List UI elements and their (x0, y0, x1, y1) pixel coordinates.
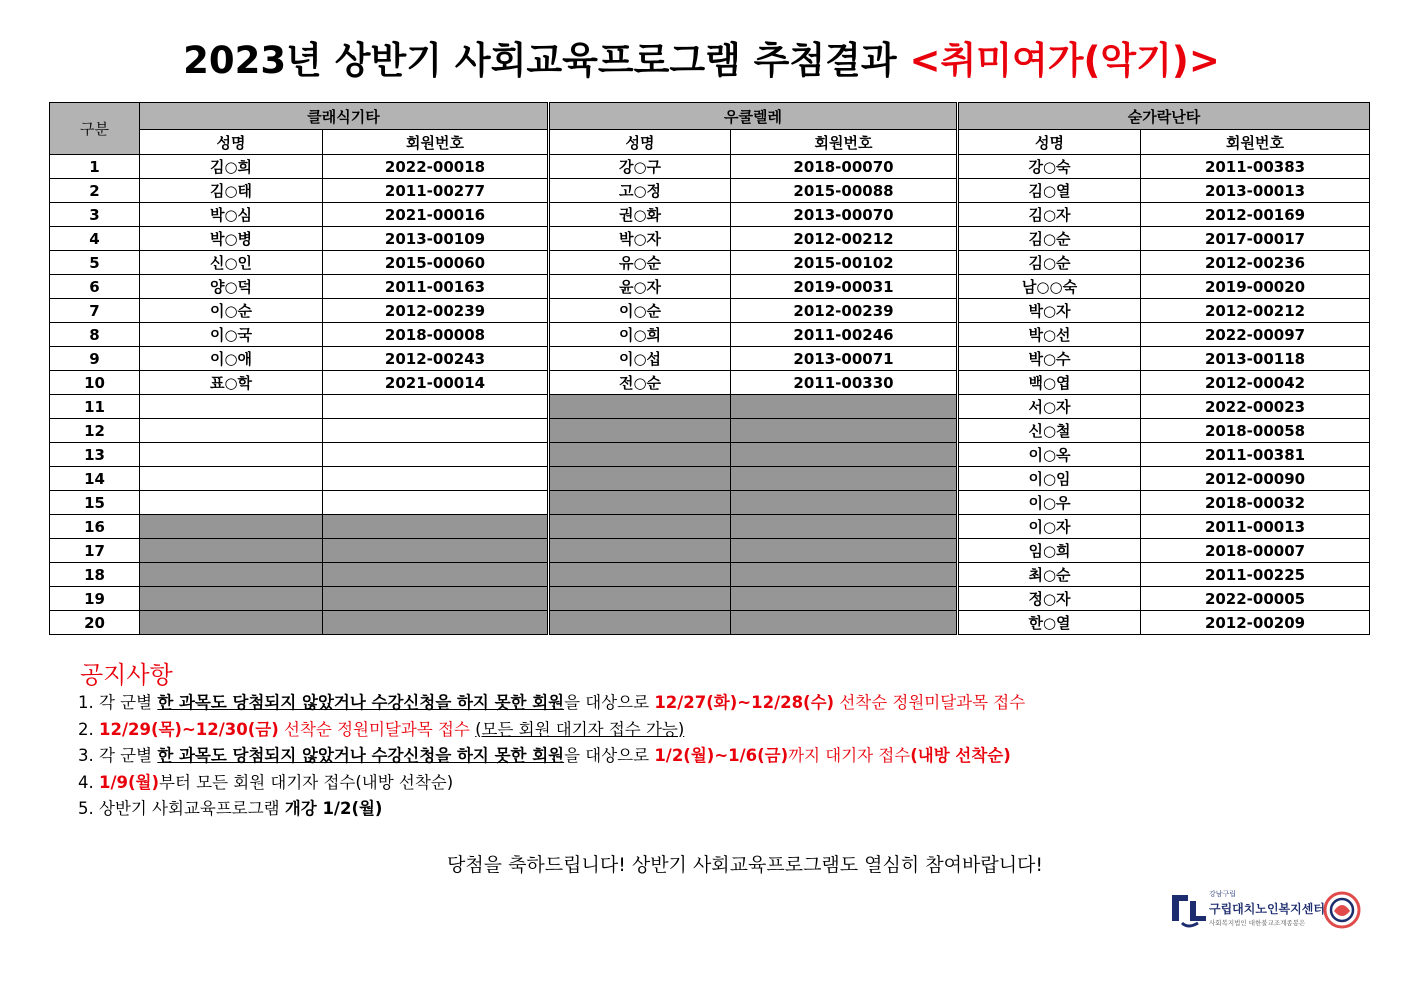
member-name-cell: 이○임 (958, 467, 1141, 491)
member-number-cell: 2018-00007 (1141, 539, 1370, 563)
member-name-cell: 이○순 (140, 299, 323, 323)
table-row (50, 155, 1370, 179)
row-number: 20 (50, 611, 140, 635)
member-number-cell: 2019-00031 (731, 275, 958, 299)
empty-slot-cell (323, 515, 549, 539)
member-number-cell: 2012-00212 (731, 227, 958, 251)
notice-item (78, 743, 1025, 770)
member-number-cell: 2015-00102 (731, 251, 958, 275)
group-header-spoon-nanta: 숟가락난타 (958, 103, 1370, 130)
empty-slot-cell (549, 395, 731, 419)
notice-text: 부터 모든 회원 대기자 접수(내방 선착순) (159, 772, 454, 792)
notice-number: 4. (78, 772, 94, 792)
member-number-cell: 2019-00020 (1141, 275, 1370, 299)
notice-number: 3. (78, 746, 94, 765)
row-number: 2 (50, 179, 140, 203)
member-number-cell (323, 491, 549, 515)
member-number-cell: 2013-00070 (731, 203, 958, 227)
table-row (50, 227, 1370, 251)
group-header-row (50, 103, 1370, 130)
table-row (50, 419, 1370, 443)
empty-slot-cell (549, 563, 731, 587)
member-number-cell: 2017-00017 (1141, 227, 1370, 251)
row-number: 6 (50, 275, 140, 299)
member-name-cell: 권○화 (549, 203, 731, 227)
row-number: 13 (50, 443, 140, 467)
member-name-cell (140, 467, 323, 491)
member-number-cell: 2013-00109 (323, 227, 549, 251)
member-name-cell: 표○학 (140, 371, 323, 395)
member-name-cell: 이○옥 (958, 443, 1141, 467)
empty-slot-cell (549, 419, 731, 443)
table-row (50, 179, 1370, 203)
member-name-cell: 전○순 (549, 371, 731, 395)
member-name-cell: 한○열 (958, 611, 1141, 635)
group-header-ukulele: 우쿨렐레 (549, 103, 958, 130)
member-number-cell: 2012-00042 (1141, 371, 1370, 395)
member-name-cell: 이○희 (549, 323, 731, 347)
empty-slot-cell (731, 443, 958, 467)
member-name-cell: 김○자 (958, 203, 1141, 227)
table-row (50, 587, 1370, 611)
member-name-cell (140, 443, 323, 467)
row-number: 14 (50, 467, 140, 491)
notice-text: (모든 회원 대기자 접수 가능) (475, 719, 685, 739)
member-number-cell: 2018-00058 (1141, 419, 1370, 443)
member-number-cell: 2021-00014 (323, 371, 549, 395)
notice-text: 선착순 정원미달과목 접수 (834, 693, 1026, 712)
row-number: 19 (50, 587, 140, 611)
title-main: 2023년 상반기 사회교육프로그램 추첨결과 (183, 39, 897, 82)
row-number: 9 (50, 347, 140, 371)
notice-text: 1/9(월) (99, 772, 160, 792)
row-number: 16 (50, 515, 140, 539)
member-name-cell: 유○순 (549, 251, 731, 275)
empty-slot-cell (140, 611, 323, 635)
col-header-member: 회원번호 (731, 130, 958, 155)
member-name-cell: 이○순 (549, 299, 731, 323)
empty-slot-cell (549, 611, 731, 635)
empty-slot-cell (323, 539, 549, 563)
notice-item (78, 770, 1025, 797)
row-number: 10 (50, 371, 140, 395)
member-name-cell: 남○○숙 (958, 275, 1141, 299)
row-number: 15 (50, 491, 140, 515)
notice-text: (내방 선착순) (910, 746, 1011, 765)
row-number: 12 (50, 419, 140, 443)
table-row (50, 443, 1370, 467)
member-number-cell: 2022-00018 (323, 155, 549, 179)
row-number: 18 (50, 563, 140, 587)
row-number: 17 (50, 539, 140, 563)
member-number-cell: 2022-00005 (1141, 587, 1370, 611)
member-number-cell: 2011-00013 (1141, 515, 1370, 539)
row-number: 5 (50, 251, 140, 275)
member-name-cell: 김○희 (140, 155, 323, 179)
table-row (50, 563, 1370, 587)
results-body (50, 155, 1370, 635)
notice-item (78, 796, 1025, 823)
notice-text: 1/2(월)~1/6(금) (654, 746, 789, 765)
gubun-header: 구분 (50, 103, 140, 155)
member-number-cell: 2018-00032 (1141, 491, 1370, 515)
empty-slot-cell (140, 563, 323, 587)
row-number: 1 (50, 155, 140, 179)
notice-item (78, 717, 1025, 744)
member-number-cell: 2011-00383 (1141, 155, 1370, 179)
member-number-cell: 2011-00277 (323, 179, 549, 203)
notice-text: 각 군별 (99, 693, 158, 712)
empty-slot-cell (549, 443, 731, 467)
member-name-cell: 신○철 (958, 419, 1141, 443)
empty-slot-cell (731, 563, 958, 587)
member-name-cell: 박○수 (958, 347, 1141, 371)
table-row (50, 251, 1370, 275)
table-row (50, 323, 1370, 347)
table-row (50, 467, 1370, 491)
member-name-cell: 임○희 (958, 539, 1141, 563)
empty-slot-cell (549, 515, 731, 539)
member-name-cell: 이○자 (958, 515, 1141, 539)
table-row (50, 515, 1370, 539)
member-number-cell: 2012-00239 (731, 299, 958, 323)
table-row (50, 275, 1370, 299)
empty-slot-cell (549, 539, 731, 563)
table-row (50, 611, 1370, 635)
temple-emblem-icon (1320, 891, 1364, 929)
empty-slot-cell (140, 587, 323, 611)
member-number-cell: 2013-00013 (1141, 179, 1370, 203)
empty-slot-cell (731, 539, 958, 563)
center-logo-district: 강남구립 (1209, 890, 1237, 898)
member-name-cell: 양○덕 (140, 275, 323, 299)
member-number-cell: 2012-00239 (323, 299, 549, 323)
member-name-cell: 이○애 (140, 347, 323, 371)
notice-text: 을 대상으로 (564, 693, 655, 712)
table-row (50, 371, 1370, 395)
member-number-cell: 2011-00163 (323, 275, 549, 299)
member-name-cell: 김○순 (958, 227, 1141, 251)
empty-slot-cell (140, 539, 323, 563)
empty-slot-cell (323, 587, 549, 611)
member-name-cell (140, 419, 323, 443)
member-name-cell: 김○순 (958, 251, 1141, 275)
member-number-cell: 2021-00016 (323, 203, 549, 227)
notice-text: 각 군별 (99, 746, 158, 765)
row-number: 3 (50, 203, 140, 227)
empty-slot-cell (323, 611, 549, 635)
table-row (50, 299, 1370, 323)
member-number-cell (323, 467, 549, 491)
member-number-cell: 2013-00118 (1141, 347, 1370, 371)
member-name-cell (140, 395, 323, 419)
notice-text: 까지 대기자 접수 (788, 746, 911, 765)
center-logo (1168, 887, 1368, 933)
empty-slot-cell (323, 563, 549, 587)
member-name-cell: 박○자 (549, 227, 731, 251)
notice-text: 한 과목도 당첨되지 않았거나 수강신청을 하지 못한 회원 (157, 746, 565, 765)
table-row (50, 491, 1370, 515)
notice-text: 12/29(목)~12/30(금) (99, 719, 279, 739)
center-logo-name: 구립대치노인복지센터 (1209, 902, 1325, 916)
member-name-cell: 박○선 (958, 323, 1141, 347)
member-number-cell: 2018-00070 (731, 155, 958, 179)
member-number-cell: 2018-00008 (323, 323, 549, 347)
empty-slot-cell (731, 587, 958, 611)
closing-message: 당첨을 축하드립니다! 상반기 사회교육프로그램도 열심히 참여바랍니다! (446, 854, 1044, 876)
notice-text: 선착순 정원미달과목 접수 (278, 719, 476, 739)
member-name-cell: 백○엽 (958, 371, 1141, 395)
table-row (50, 203, 1370, 227)
empty-slot-cell (731, 611, 958, 635)
col-header-name: 성명 (140, 130, 323, 155)
results-table (49, 102, 1370, 635)
empty-slot-cell (549, 587, 731, 611)
member-number-cell: 2013-00071 (731, 347, 958, 371)
member-name-cell: 김○열 (958, 179, 1141, 203)
member-name-cell: 이○국 (140, 323, 323, 347)
empty-slot-cell (140, 515, 323, 539)
member-number-cell (323, 443, 549, 467)
notice-number: 2. (78, 719, 94, 739)
member-name-cell: 서○자 (958, 395, 1141, 419)
row-number: 11 (50, 395, 140, 419)
notice-item (78, 690, 1025, 717)
notice-text: 개강 1/2(월) (284, 799, 383, 818)
member-number-cell: 2011-00330 (731, 371, 958, 395)
empty-slot-cell (731, 491, 958, 515)
member-name-cell: 김○태 (140, 179, 323, 203)
member-number-cell: 2012-00209 (1141, 611, 1370, 635)
col-header-name: 성명 (958, 130, 1141, 155)
notice-number: 1. (78, 693, 94, 712)
member-number-cell: 2011-00225 (1141, 563, 1370, 587)
empty-slot-cell (549, 491, 731, 515)
member-number-cell: 2011-00246 (731, 323, 958, 347)
member-number-cell: 2015-00060 (323, 251, 549, 275)
member-name-cell: 신○인 (140, 251, 323, 275)
member-number-cell: 2022-00023 (1141, 395, 1370, 419)
member-name-cell: 이○우 (958, 491, 1141, 515)
title-category: <취미여가(악기)> (909, 39, 1220, 82)
member-name-cell: 박○병 (140, 227, 323, 251)
center-logo-mark-icon (1168, 889, 1208, 929)
member-name-cell: 정○자 (958, 587, 1141, 611)
member-number-cell (323, 395, 549, 419)
page-title (0, 30, 1403, 84)
empty-slot-cell (549, 467, 731, 491)
notice-text: 한 과목도 당첨되지 않았거나 수강신청을 하지 못한 회원 (157, 693, 565, 712)
member-name-cell: 박○심 (140, 203, 323, 227)
row-number: 4 (50, 227, 140, 251)
member-number-cell: 2022-00097 (1141, 323, 1370, 347)
center-logo-org: 사회복지법인 대한불교조계종봉은 (1209, 919, 1306, 927)
notice-title: 공지사항 (80, 661, 173, 689)
member-name-cell: 윤○자 (549, 275, 731, 299)
table-row (50, 539, 1370, 563)
member-number-cell: 2012-00212 (1141, 299, 1370, 323)
member-name-cell (140, 491, 323, 515)
col-header-member: 회원번호 (323, 130, 549, 155)
member-number-cell: 2012-00243 (323, 347, 549, 371)
member-number-cell: 2012-00090 (1141, 467, 1370, 491)
notice-number: 5. (78, 799, 94, 818)
notice-list (78, 690, 1025, 823)
table-row (50, 395, 1370, 419)
member-number-cell: 2015-00088 (731, 179, 958, 203)
col-header-name: 성명 (549, 130, 731, 155)
notice-text: 상반기 사회교육프로그램 (99, 799, 285, 818)
notice-text: 12/27(화)~12/28(수) (654, 693, 835, 712)
empty-slot-cell (731, 419, 958, 443)
member-number-cell: 2012-00236 (1141, 251, 1370, 275)
empty-slot-cell (731, 515, 958, 539)
member-number-cell (323, 419, 549, 443)
member-number-cell: 2012-00169 (1141, 203, 1370, 227)
member-name-cell: 강○구 (549, 155, 731, 179)
member-name-cell: 박○자 (958, 299, 1141, 323)
row-number: 7 (50, 299, 140, 323)
group-header-classical-guitar: 클래식기타 (140, 103, 549, 130)
member-name-cell: 고○정 (549, 179, 731, 203)
table-row (50, 347, 1370, 371)
row-number: 8 (50, 323, 140, 347)
member-name-cell: 최○순 (958, 563, 1141, 587)
member-name-cell: 이○섭 (549, 347, 731, 371)
col-header-member: 회원번호 (1141, 130, 1370, 155)
notice-text: 을 대상으로 (564, 746, 655, 765)
member-number-cell: 2011-00381 (1141, 443, 1370, 467)
sub-header-row (50, 130, 1370, 155)
empty-slot-cell (731, 395, 958, 419)
empty-slot-cell (731, 467, 958, 491)
member-name-cell: 강○숙 (958, 155, 1141, 179)
